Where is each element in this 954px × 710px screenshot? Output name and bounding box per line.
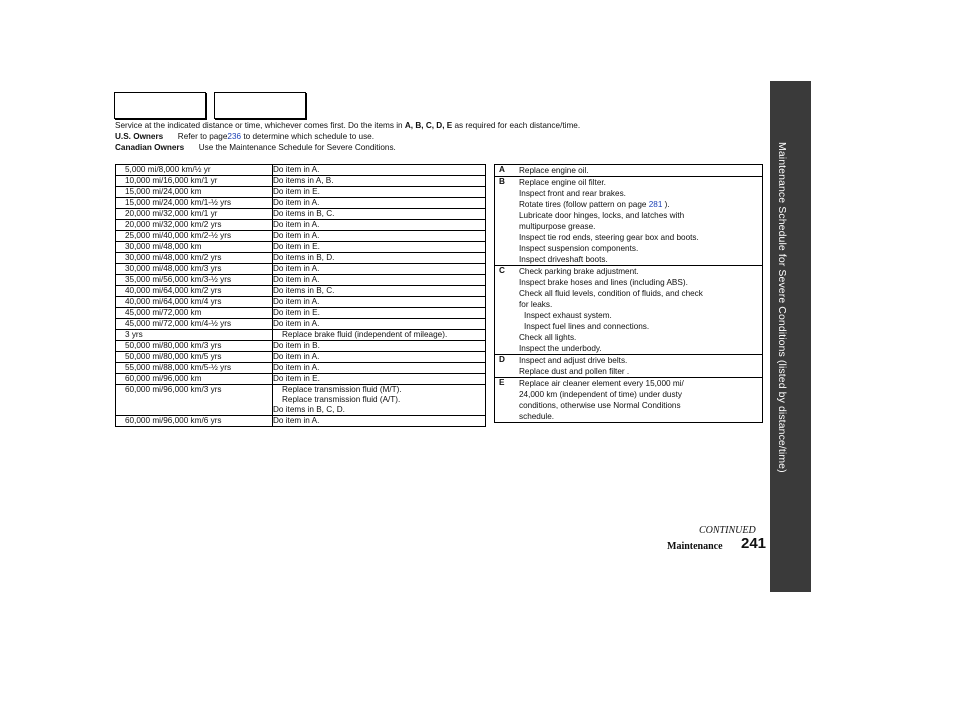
action-text: Do item in E.	[273, 242, 320, 251]
legend-task-line: Inspect fuel lines and connections.	[524, 322, 650, 331]
action-cell	[273, 209, 486, 220]
table-row	[116, 374, 486, 385]
action-cell	[273, 385, 486, 416]
legend-task-line: multipurpose grease.	[519, 222, 596, 231]
table-row	[116, 363, 486, 374]
legend-tasks	[515, 177, 763, 266]
legend-letter: B	[495, 177, 516, 266]
interval-cell: 3 yrs	[116, 330, 273, 341]
action-text: Do item in A.	[273, 319, 320, 328]
us-owners-label: U.S. Owners	[115, 132, 164, 141]
action-cell	[273, 330, 486, 341]
legend-task-line: Inspect and adjust drive belts.	[519, 356, 628, 365]
legend-task-line: Check all fluid levels, condition of fluids, and check	[519, 289, 703, 298]
legend-task-line: Inspect suspension components.	[519, 244, 639, 253]
legend-task-line: conditions, otherwise use Normal Conditions	[519, 401, 681, 410]
action-text: Do items in B, C.	[273, 209, 335, 218]
table-row	[116, 341, 486, 352]
legend-task-line: Check all lights.	[519, 333, 577, 342]
legend-task-line: Check parking brake adjustment.	[519, 267, 639, 276]
action-text: Do item in A.	[273, 264, 320, 273]
side-tab-title: Maintenance Schedule for Severe Conditions (listed by distance/time)	[776, 142, 788, 473]
interval-cell: 20,000 mi/32,000 km/2 yrs	[116, 220, 273, 231]
action-cell	[273, 319, 486, 330]
table-row	[116, 165, 486, 176]
legend-task-line: Inspect driveshaft boots.	[519, 255, 608, 264]
action-text: Do item in A.	[273, 416, 320, 425]
legend-tasks	[515, 378, 763, 423]
action-cell	[273, 416, 486, 427]
table-row	[116, 198, 486, 209]
header-box-left	[114, 92, 206, 119]
action-text: Do item in E.	[273, 187, 320, 196]
action-cell	[273, 363, 486, 374]
action-text: Do item in A.	[273, 297, 320, 306]
page-number: 241	[741, 535, 767, 552]
action-cell	[273, 352, 486, 363]
interval-cell: 15,000 mi/24,000 km/1-½ yrs	[116, 198, 273, 209]
action-cell	[273, 253, 486, 264]
action-line: Replace transmission fluid (A/T).	[282, 395, 401, 404]
action-text: Replace brake fluid (independent of mileage).	[282, 330, 448, 339]
continued-label: CONTINUED	[699, 525, 756, 536]
page-link-236[interactable]: 236	[227, 132, 242, 141]
action-text: Do item in E.	[273, 374, 320, 383]
interval-cell: 45,000 mi/72,000 km/4-½ yrs	[116, 319, 273, 330]
interval-cell: 5,000 mi/8,000 km/½ yr	[116, 165, 273, 176]
legend-row	[495, 266, 763, 355]
action-text: Do items in A, B.	[273, 176, 334, 185]
action-cell	[273, 176, 486, 187]
table-row	[116, 209, 486, 220]
action-cell	[273, 308, 486, 319]
action-cell	[273, 242, 486, 253]
legend-row	[495, 177, 763, 266]
us-owners-line: U.S. Owners Refer to page236 to determine which schedule to use.	[115, 132, 374, 141]
action-cell	[273, 264, 486, 275]
interval-cell: 55,000 mi/88,000 km/5-½ yrs	[116, 363, 273, 374]
action-cell	[273, 231, 486, 242]
table-row	[116, 352, 486, 363]
interval-cell: 60,000 mi/96,000 km/6 yrs	[116, 416, 273, 427]
legend-task-line: Inspect front and rear brakes.	[519, 189, 626, 198]
interval-cell: 60,000 mi/96,000 km/3 yrs	[116, 385, 273, 416]
table-row	[116, 330, 486, 341]
table-row	[116, 275, 486, 286]
table-row	[116, 253, 486, 264]
action-text: Do item in A.	[273, 220, 320, 229]
page-link-281[interactable]: 281	[648, 200, 663, 209]
legend-task-line: Replace dust and pollen filter .	[519, 367, 630, 376]
action-text: Do item in A.	[273, 352, 320, 361]
legend-task-line: Inspect tie rod ends, steering gear box and boots.	[519, 233, 699, 242]
table-row	[116, 231, 486, 242]
legend-tasks	[515, 355, 763, 378]
interval-cell: 50,000 mi/80,000 km/3 yrs	[116, 341, 273, 352]
action-text: Do item in A.	[273, 231, 320, 240]
action-cell	[273, 198, 486, 209]
action-text: Do item in E.	[273, 308, 320, 317]
interval-cell: 50,000 mi/80,000 km/5 yrs	[116, 352, 273, 363]
action-text: Do items in B, C.	[273, 286, 335, 295]
intro-line: Service at the indicated distance or time, whichever comes first. Do the items in A, B, C, D, E as required for each distance/time.	[115, 121, 581, 130]
table-row	[116, 220, 486, 231]
action-text: Do item in A.	[273, 275, 320, 284]
action-line: Replace transmission fluid (M/T).	[282, 385, 402, 394]
legend-letter: D	[495, 355, 516, 378]
interval-cell: 45,000 mi/72,000 km	[116, 308, 273, 319]
legend-task-line: Replace engine oil.	[519, 166, 589, 175]
action-cell	[273, 374, 486, 385]
table-row	[116, 286, 486, 297]
legend-task-line: Lubricate door hinges, locks, and latches with	[519, 211, 685, 220]
legend-task-line: Inspect the underbody.	[519, 344, 602, 353]
action-cell	[273, 220, 486, 231]
legend-tasks	[515, 266, 763, 355]
header-box-right	[214, 92, 306, 119]
action-cell	[273, 286, 486, 297]
legend-row	[495, 378, 763, 423]
legend-task-line: for leaks.	[519, 300, 553, 309]
section-label: Maintenance	[667, 541, 723, 552]
legend-letter: C	[495, 266, 516, 355]
legend-task-line: schedule.	[519, 412, 555, 421]
interval-cell: 30,000 mi/48,000 km	[116, 242, 273, 253]
legend-letter: E	[495, 378, 516, 423]
action-cell	[273, 275, 486, 286]
canadian-owners-line: Canadian Owners Use the Maintenance Schedule for Severe Conditions.	[115, 143, 396, 152]
legend-task-line: Inspect brake hoses and lines (including ABS).	[519, 278, 688, 287]
action-cell	[273, 165, 486, 176]
table-row	[116, 319, 486, 330]
table-row	[116, 385, 486, 416]
legend-table	[494, 164, 763, 423]
canadian-owners-label: Canadian Owners	[115, 143, 185, 152]
table-row	[116, 297, 486, 308]
table-row	[116, 242, 486, 253]
table-row	[116, 187, 486, 198]
legend-letter: A	[495, 165, 516, 177]
legend-task-line: Replace air cleaner element every 15,000 mi/	[519, 379, 684, 388]
table-row	[116, 416, 486, 427]
action-text: Do item in A.	[273, 198, 320, 207]
table-row	[116, 308, 486, 319]
table-row	[116, 264, 486, 275]
interval-cell: 35,000 mi/56,000 km/3-½ yrs	[116, 275, 273, 286]
legend-task-line: 24,000 km (independent of time) under dusty	[519, 390, 682, 399]
action-text: Do items in B, D.	[273, 253, 335, 262]
schedule-table	[115, 164, 486, 427]
table-row	[116, 176, 486, 187]
legend-task-line: Rotate tires (follow pattern on page 281 ).	[519, 200, 670, 209]
action-cell	[273, 297, 486, 308]
legend-row	[495, 165, 763, 177]
items-list: A, B, C, D, E	[404, 121, 453, 130]
action-text: Do item in B.	[273, 341, 320, 350]
legend-tasks	[515, 165, 763, 177]
action-text: Do item in A.	[273, 165, 320, 174]
legend-task-line: Inspect exhaust system.	[524, 311, 612, 320]
action-line: Do items in B, C, D.	[273, 405, 345, 414]
interval-cell: 10,000 mi/16,000 km/1 yr	[116, 176, 273, 187]
action-cell	[273, 341, 486, 352]
interval-cell: 30,000 mi/48,000 km/3 yrs	[116, 264, 273, 275]
action-cell	[273, 187, 486, 198]
legend-task-line: Replace engine oil filter.	[519, 178, 606, 187]
interval-cell: 60,000 mi/96,000 km	[116, 374, 273, 385]
interval-cell: 15,000 mi/24,000 km	[116, 187, 273, 198]
action-text: Do item in A.	[273, 363, 320, 372]
interval-cell: 30,000 mi/48,000 km/2 yrs	[116, 253, 273, 264]
legend-row	[495, 355, 763, 378]
interval-cell: 40,000 mi/64,000 km/2 yrs	[116, 286, 273, 297]
interval-cell: 20,000 mi/32,000 km/1 yr	[116, 209, 273, 220]
interval-cell: 25,000 mi/40,000 km/2-½ yrs	[116, 231, 273, 242]
interval-cell: 40,000 mi/64,000 km/4 yrs	[116, 297, 273, 308]
